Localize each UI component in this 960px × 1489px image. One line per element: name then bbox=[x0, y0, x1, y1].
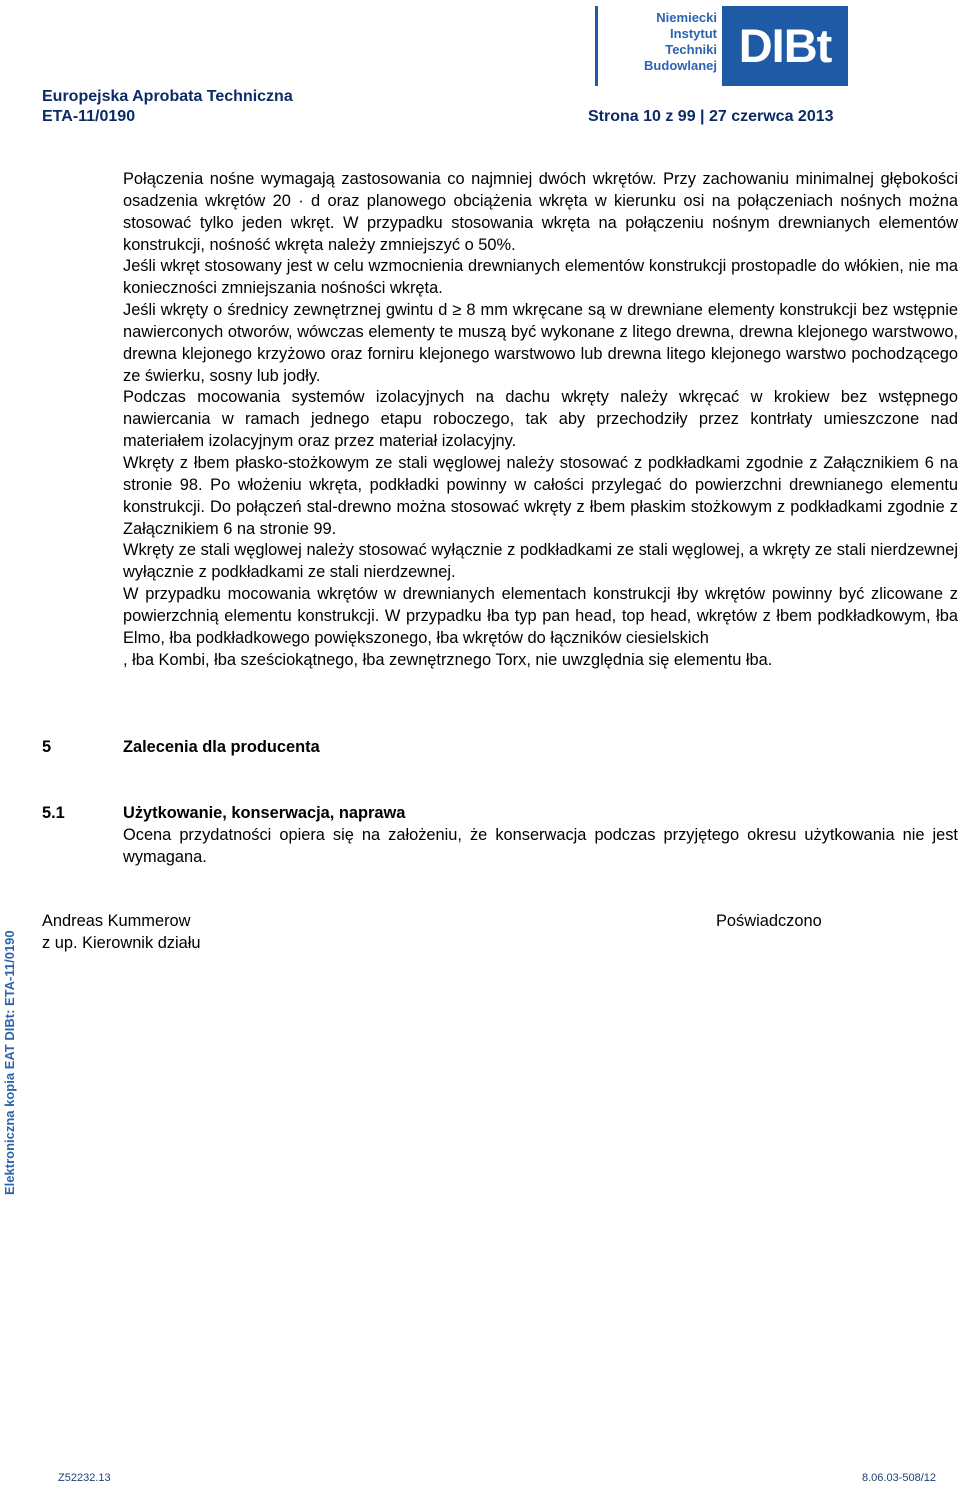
paragraph: Wkręty ze stali węglowej należy stosować wyłącznie z podkładkami ze stali węglowej, a wkręty ze stali nierdzewnej wyłącznie z podkładkami ze stali nierdzewnej. bbox=[123, 541, 958, 582]
paragraph: W przypadku mocowania wkrętów w drewnianych elementach konstrukcji łby wkrętów powinny być zlicowane z powierzchnią elementu konstrukcji. W przypadku łba typ pan head, top head, wkrętów z łbem podkładkowym, łba Elmo, łba podkładkowego powiększonego, łba wkrętów do łączników ciesielskich bbox=[123, 585, 958, 647]
subsection-title: Użytkowanie, konserwacja, naprawa bbox=[123, 804, 406, 822]
institute-name-line4: Budowlanej bbox=[644, 58, 717, 73]
paragraph: Wkręty z łbem płasko-stożkowym ze stali węglowej należy stosować z podkładkami zgodnie z Załącznikiem 6 na stronie 98. Po włożeniu wkręta, podkładki powinny w całości przylegać do powierzchni drewnianego elementu konstrukcji. Do połączeń stal-drewno można stosować wkręty z łbem płaskim stożkowym z podkładkami zgodnie z Załącznikiem 6 na stronie 99. bbox=[123, 453, 958, 538]
document-title: Europejska Aprobata Techniczna bbox=[42, 88, 293, 105]
certified-label: Poświadczono bbox=[716, 912, 822, 930]
paragraph: , łba Kombi, łba sześciokątnego, łba zewnętrznego Torx, nie uwzględnia się elementu łba. bbox=[123, 650, 773, 669]
body-text bbox=[123, 169, 958, 671]
paragraph: Podczas mocowania systemów izolacyjnych na dachu wkręty należy wkręcać w krokiew bez wstępnego nawiercania w ramach jednego etapu roboczego, tak aby przechodziły przez kontrłaty umieszczone nad materiałem izolacyjnym oraz przez materiał izolacyjny. bbox=[123, 388, 958, 451]
subsection-number: 5.1 bbox=[42, 804, 65, 822]
subsection-text: Ocena przydatności opiera się na założeniu, że konserwacja podczas przyjętego okresu użytkowania nie jest wymagana. bbox=[123, 826, 958, 866]
institute-name-line2: Instytut bbox=[670, 26, 717, 41]
section-number: 5 bbox=[42, 738, 52, 756]
footer-left: Z52232.13 bbox=[58, 1472, 111, 1484]
footer-right: 8.06.03-508/12 bbox=[862, 1472, 937, 1484]
institute-name-line3: Techniki bbox=[665, 42, 717, 57]
signatory-role: z up. Kierownik działu bbox=[42, 934, 201, 952]
paragraph: Jeśli wkręty o średnicy zewnętrznej gwintu d ≥ 8 mm wkręcane są w drewniane elementy konstrukcji bez wstępnie nawierconych otworów, wówczas elementy te muszą być wykonane z litego drewna, drewna klejonego warstwowo, drewna klejonego krzyżowo oraz forniru klejonego warstwowo lub drewna litego klejonego warstwo pochodzącego ze świerku, sosny lub jodły. bbox=[123, 301, 958, 385]
document-id: ETA-11/0190 bbox=[42, 108, 136, 125]
institute-name-line1: Niemiecki bbox=[656, 10, 717, 25]
institute-name bbox=[612, 10, 717, 74]
section-title: Zalecenia dla producenta bbox=[123, 738, 320, 756]
page-info: Strona 10 z 99 | 27 czerwca 2013 bbox=[588, 108, 834, 125]
dibt-logo: DIBt bbox=[722, 6, 848, 86]
logo-divider bbox=[595, 6, 598, 86]
side-watermark: Elektroniczna kopia EAT DIBt: ETA-11/0190 bbox=[2, 930, 17, 1195]
paragraph: Jeśli wkręt stosowany jest w celu wzmocnienia drewnianych elementów konstrukcji prostopadle do włókien, nie ma konieczności zmniejszania nośności wkręta. bbox=[123, 257, 958, 298]
signatory-name: Andreas Kummerow bbox=[42, 912, 191, 930]
paragraph: Połączenia nośne wymagają zastosowania co najmniej dwóch wkrętów. Przy zachowaniu minimalnej głębokości osadzenia wkrętów 20 · d oraz planowego obciążenia wkręta w kierunku osi na połączeniach nośnych można stosować tylko jeden wkręt. W przypadku stosowania wkręta na połączeniu nośnym drewnianych elementów konstrukcji, nośność wkręta należy zmniejszyć o 50%. bbox=[123, 170, 958, 254]
